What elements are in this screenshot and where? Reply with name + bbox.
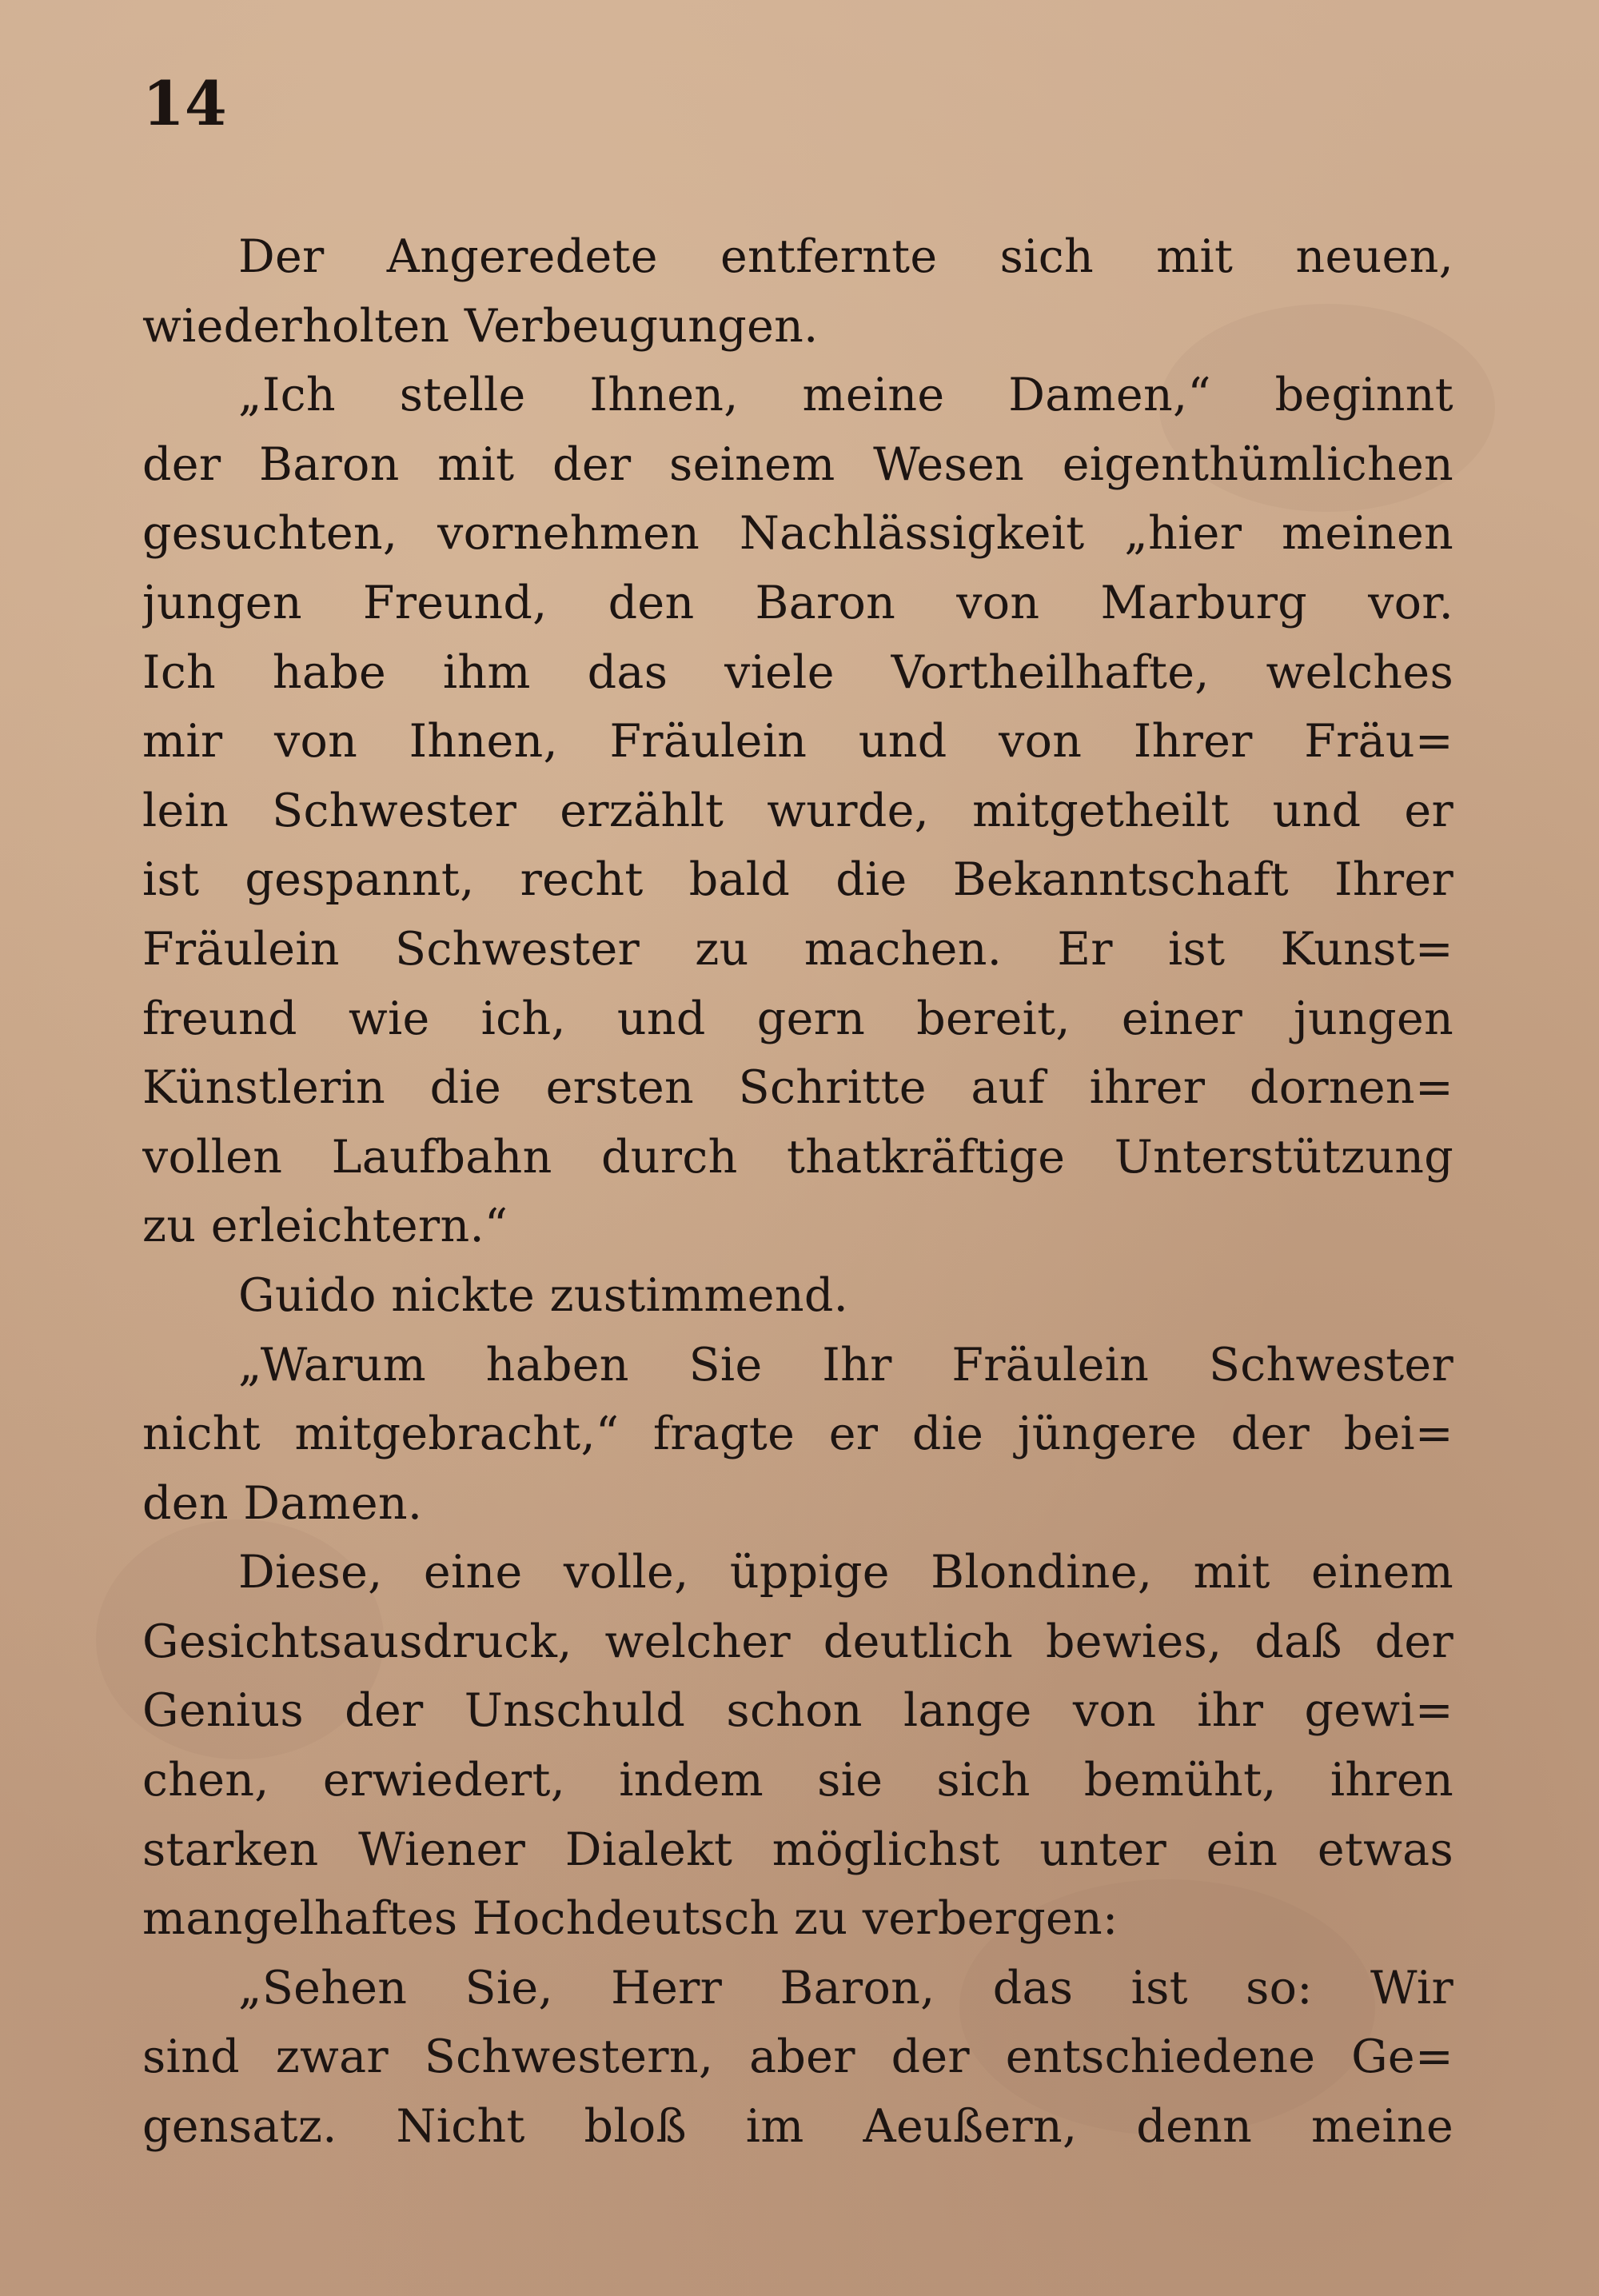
text-line: „Warum haben Sie Ihr Fräulein Schwester (238, 1338, 1453, 1392)
text-line: sind zwar Schwestern, aber der entschiedene Ge= (142, 2030, 1453, 2084)
text-line: Ich habe ihm das viele Vortheilhafte, welches (142, 645, 1453, 699)
text-line: wiederholten Verbeugungen. (142, 299, 819, 353)
text-line: mangelhaftes Hochdeutsch zu verbergen: (142, 1892, 1119, 1946)
text-line: chen, erwiedert, indem sie sich bemüht, ihren (142, 1754, 1453, 1807)
text-line: freund wie ich, und gern bereit, einer jungen (142, 992, 1453, 1045)
text-line: ist gespannt, recht bald die Bekanntschaft Ihrer (142, 853, 1453, 907)
text-line: Fräulein Schwester zu machen. Er ist Kunst= (142, 922, 1453, 976)
text-line: lein Schwester erzählt wurde, mitgetheilt und er (142, 784, 1453, 837)
page-body-text (142, 222, 1453, 2162)
text-line: der Baron mit der seinem Wesen eigenthümlichen (142, 437, 1453, 491)
text-line: vollen Laufbahn durch thatkräftige Unterstützung (142, 1130, 1453, 1184)
text-line: Der Angeredete entfernte sich mit neuen, (238, 230, 1453, 283)
text-line: Diese, eine volle, üppige Blondine, mit einem (238, 1546, 1453, 1599)
text-line: zu erleichtern.“ (142, 1200, 508, 1253)
text-line: gensatz. Nicht bloß im Aeußern, denn meine (142, 2100, 1453, 2154)
text-line: nicht mitgebracht,“ fragte er die jüngere der bei= (142, 1408, 1453, 1461)
text-line: Genius der Unschuld schon lange von ihr gewi= (142, 1684, 1453, 1738)
text-line: starken Wiener Dialekt möglichst unter ein etwas (142, 1823, 1453, 1876)
text-line: mir von Ihnen, Fräulein und von Ihrer Fräu= (142, 715, 1453, 769)
text-line: Guido nickte zustimmend. (238, 1268, 849, 1322)
page-number: 14 (142, 68, 227, 139)
text-line: Künstlerin die ersten Schritte auf ihrer dornen= (142, 1061, 1453, 1115)
text-line: Gesichtsausdruck, welcher deutlich bewies, daß der (142, 1615, 1453, 1668)
text-line: „Ich stelle Ihnen, meine Damen,“ beginnt (238, 369, 1453, 422)
text-line: gesuchten, vornehmen Nachlässigkeit „hier meinen (142, 507, 1453, 561)
text-line: den Damen. (142, 1476, 423, 1530)
text-line: jungen Freund, den Baron von Marburg vor. (142, 576, 1453, 629)
text-line: „Sehen Sie, Herr Baron, das ist so: Wir (238, 1961, 1453, 2014)
